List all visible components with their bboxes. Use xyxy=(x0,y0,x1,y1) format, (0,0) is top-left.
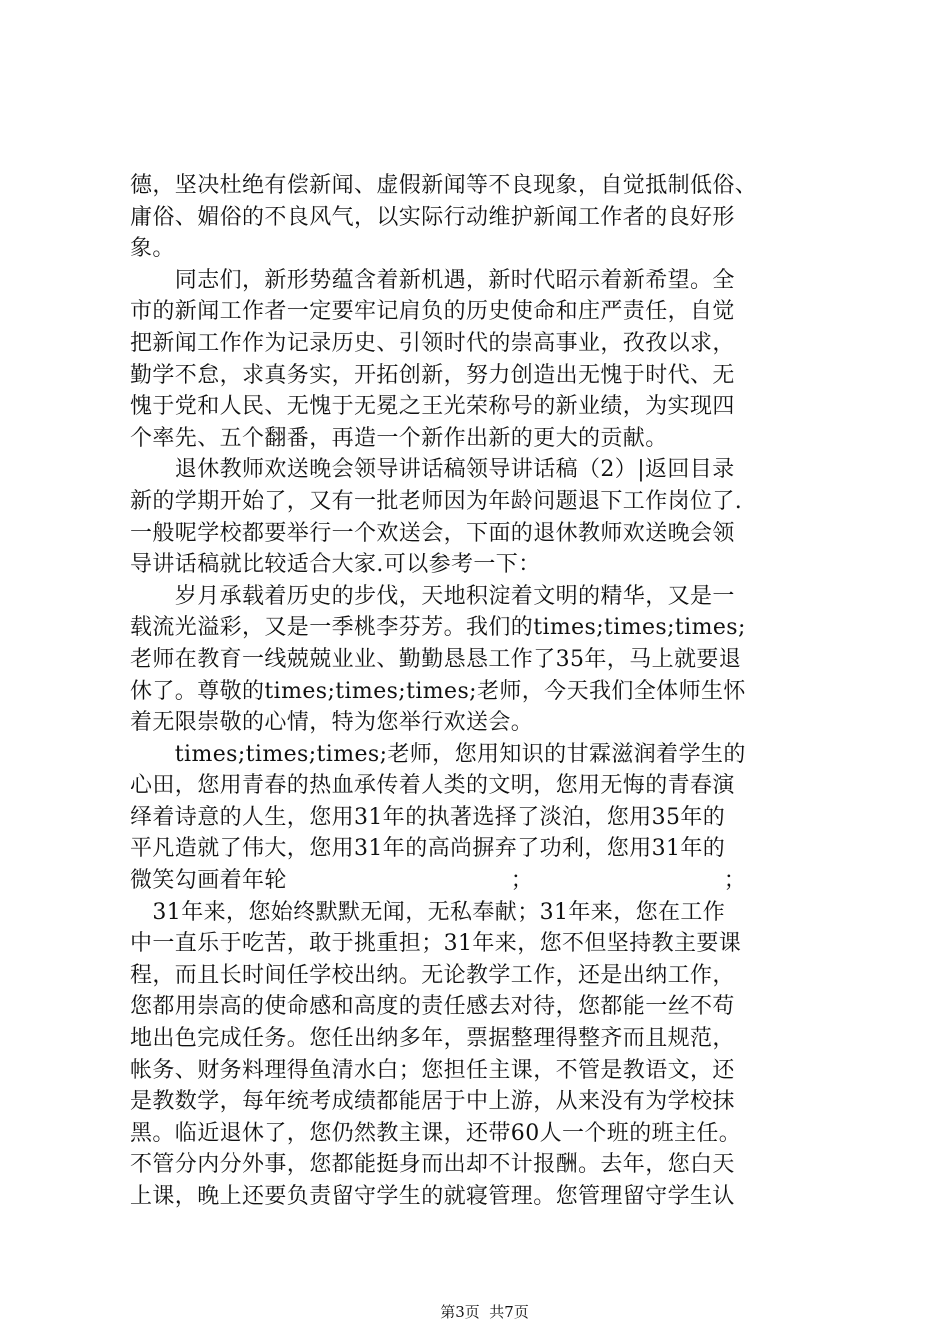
text-line: 程，而且长时间任学校出纳。无论教学工作，还是出纳工作， xyxy=(130,962,735,988)
text-line: 勤学不怠，求真务实，开拓创新，努力创造出无愧于时代、无 xyxy=(130,362,735,388)
text-line: 载流光溢彩，又是一季桃李芬芳。我们的times;times;times; xyxy=(130,615,746,641)
page-number: 第3页 共7页 xyxy=(440,1303,529,1321)
text-line: 微笑勾画着年轮 ； ； xyxy=(130,868,747,894)
text-line: 市的新闻工作者一定要牢记肩负的历史使命和庄严责任，自觉 xyxy=(130,299,735,325)
text-line: 导讲话稿就比较适合大家.可以参考一下： xyxy=(130,552,541,578)
text-line: 岁月承载着历史的步伐，天地积淀着文明的精华，又是一 xyxy=(130,583,735,609)
text-line: 一般呢学校都要举行一个欢送会，下面的退休教师欢送晚会领 xyxy=(130,520,735,546)
text-line: 把新闻工作作为记录历史、引领时代的崇高事业，孜孜以求， xyxy=(130,330,735,356)
text-line: 休了。尊敬的times;times;times;老师，今天我们全体师生怀 xyxy=(130,678,746,704)
text-line: 绎着诗意的人生，您用31年的执著选择了淡泊，您用35年的 xyxy=(130,804,726,830)
text-line: 老师在教育一线兢兢业业、勤勤恳恳工作了35年，马上就要退 xyxy=(130,646,742,672)
text-line: 庸俗、媚俗的不良风气，以实际行动维护新闻工作者的良好形 xyxy=(130,204,735,230)
text-line: 不管分内分外事，您都能挺身而出却不计报酬。去年，您白天 xyxy=(130,1152,735,1178)
text-line: 新的学期开始了，又有一批老师因为年龄问题退下工作岗位了. xyxy=(130,488,743,514)
text-line: 您都用崇高的使命感和高度的责任感去对待，您都能一丝不苟 xyxy=(130,994,735,1020)
page-footer xyxy=(0,1282,950,1342)
text-line: 心田，您用青春的热血承传着人类的文明，您用无悔的青春演 xyxy=(130,773,735,799)
text-line: 地出色完成任务。您任出纳多年，票据整理得整齐而且规范， xyxy=(130,1026,735,1052)
text-line: times;times;times;老师，您用知识的甘霖滋润着学生的 xyxy=(130,741,746,767)
text-line: 同志们，新形势蕴含着新机遇，新时代昭示着新希望。全 xyxy=(130,267,735,293)
body-text xyxy=(130,170,830,1213)
text-line: 平凡造就了伟大，您用31年的高尚摒弃了功利，您用31年的 xyxy=(130,836,726,862)
text-line: 上课，晚上还要负责留守学生的就寝管理。您管理留守学生认 xyxy=(130,1184,735,1209)
text-line: 31年来，您始终默默无闻，无私奉献；31年来，您在工作 xyxy=(130,899,726,925)
text-line: 是教数学，每年统考成绩都能居于中上游，从来没有为学校抹 xyxy=(130,1089,735,1115)
text-line: 帐务、财务料理得鱼清水白；您担任主课，不管是教语文，还 xyxy=(130,1057,735,1083)
text-line: 着无限崇敬的心情，特为您举行欢送会。 xyxy=(130,710,534,736)
text-line: 象。 xyxy=(130,236,175,262)
text-line: 个率先、五个翻番，再造一个新作出新的更大的贡献。 xyxy=(130,425,668,451)
text-line: 黑。临近退休了，您仍然教主课，还带60人一个班的班主任。 xyxy=(130,1120,742,1146)
text-line: 中一直乐于吃苦，敢于挑重担；31年来，您不但坚持教主要课 xyxy=(130,931,742,957)
text-line: 愧于党和人民、无愧于无冕之王光荣称号的新业绩，为实现四 xyxy=(130,394,735,420)
text-line: 德，坚决杜绝有偿新闻、虚假新闻等不良现象，自觉抵制低俗、 xyxy=(130,173,758,198)
text-line: 退休教师欢送晚会领导讲话稿领导讲话稿（2）|返回目录 xyxy=(130,457,735,483)
